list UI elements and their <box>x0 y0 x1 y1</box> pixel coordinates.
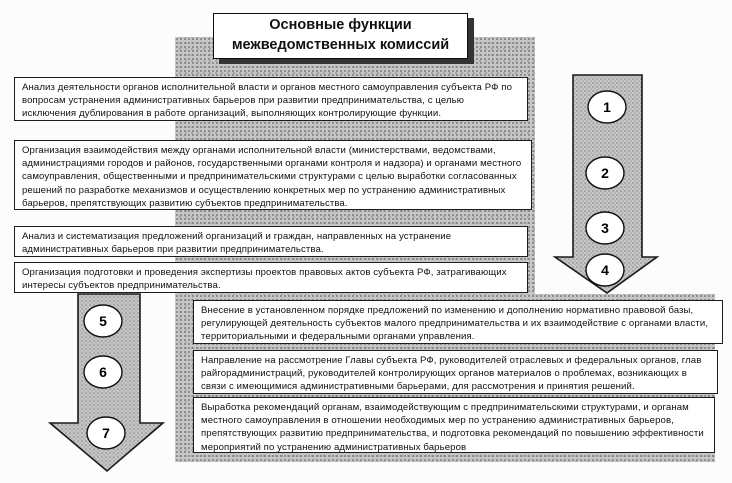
number-badge-4-label: 4 <box>601 262 609 278</box>
function-box-6 <box>193 350 718 394</box>
number-badge-2-label: 2 <box>601 165 609 181</box>
function-box-4 <box>14 262 528 293</box>
function-box-7-text: Выработка рекомендаций органам, взаимодействующим с предпринимательскими структурами, и органам местного самоуправления в отношении необходимых мер по устранению административных барьеров, препятствующих развитию предпринимательства, и подготовка рекомендаций по повышению эффективности мероприятий по устранению административных барьеров <box>201 402 704 453</box>
function-box-1-text: Анализ деятельности органов исполнительной власти и органов местного самоуправления субъекта РФ по вопросам устранения административных барьеров при развитии предпринимательства, с целью исключения дублирования в работе организаций, выполняющих контролирующие функции. <box>22 82 513 120</box>
number-badge-5-label: 5 <box>99 313 107 329</box>
function-box-2-text: Организация взаимодействия между органами исполнительной власти (министерствами, ведомствами, администрациями городов и районов, государственными органами контроля и надзора) и органами местного самоуправления, общественными и предпринимательскими структурами с целью выработки согласованных решений по разработке механизмов и осуществлению конкретных мер по устранению административных барьеров, препятствующих развитию субъектов предпринимательства. <box>22 145 522 209</box>
number-badge-3-label: 3 <box>601 220 609 236</box>
function-box-5 <box>193 300 723 344</box>
function-box-7 <box>193 397 715 453</box>
number-badge-1-label: 1 <box>603 99 611 115</box>
down-arrow-left <box>45 288 170 476</box>
number-badge-6-label: 6 <box>99 364 107 380</box>
function-box-3-text: Анализ и систематизация предложений организаций и граждан, направленных на устранение административных барьеров при развитии предпринимательства. <box>22 231 452 256</box>
down-arrow-right <box>548 62 663 300</box>
function-box-5-text: Внесение в установленном порядке предложений по изменению и дополнению нормативно правовой базы, регулирующей деятельность субъектов малого предпринимательства и их взаимодействие с органами власти, территориальными и федеральными органами управления. <box>201 305 709 343</box>
title-box <box>213 13 468 59</box>
function-box-4-text: Организация подготовки и проведения экспертизы проектов правовых актов субъекта РФ, затрагивающих интересы субъектов предпринимательства. <box>22 267 507 292</box>
number-badge-7-label: 7 <box>102 425 110 441</box>
page-title: Основные функции межведомственных комиссий <box>231 17 450 53</box>
function-box-6-text: Направление на рассмотрение Главы субъекта РФ, руководителей отраслевых и федеральных органов, глав райгорадминистраций, руководителей контролирующих органов материалов о проблемах, возникающих в связи с имеющимися административными барьерами, для рассмотрения и принятия решений. <box>201 355 702 393</box>
function-box-2 <box>14 140 532 210</box>
function-box-3 <box>14 226 528 257</box>
function-box-1 <box>14 77 528 121</box>
